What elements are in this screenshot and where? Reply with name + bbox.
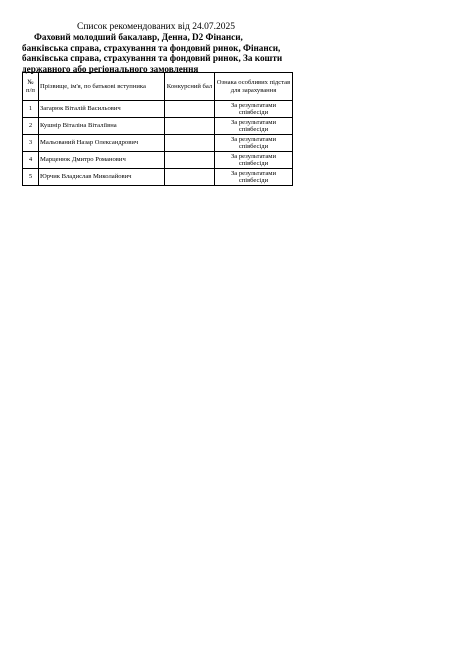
row-number: 1: [23, 101, 39, 118]
admission-basis: За результатами співбесіди: [215, 118, 293, 135]
header-number: № п/п: [23, 73, 39, 101]
applicant-name: Кушнір Віталіна Віталіївна: [39, 118, 165, 135]
table-row: [23, 135, 293, 152]
applicant-name: Загарюк Віталій Васильович: [39, 101, 165, 118]
header-score: Конкурсний бал: [165, 73, 215, 101]
header-name: Прізвище, ім'я, по батькові вступника: [39, 73, 165, 101]
table-row: [23, 169, 293, 186]
header-note: Ознака особливих підстав для зарахування: [215, 73, 293, 101]
competitive-score: [165, 135, 215, 152]
subtitle-line: державного або регіонального замовлення: [22, 64, 199, 75]
applicant-name: Марценюк Дмитро Романович: [39, 152, 165, 169]
page-title: Список рекомендованих від 24.07.2025: [77, 22, 235, 32]
row-number: 2: [23, 118, 39, 135]
table-header-row: [23, 73, 293, 101]
competitive-score: [165, 169, 215, 186]
row-number: 4: [23, 152, 39, 169]
row-number: 3: [23, 135, 39, 152]
subtitle-line: банківська справа, страхування та фондовий ринок, За кошти: [22, 53, 283, 64]
table-row: [23, 118, 293, 135]
subtitle-line: Фаховий молодший бакалавр, Денна, D2 Фінанси,: [34, 32, 243, 42]
page-subtitle: [22, 32, 290, 75]
admission-basis: За результатами співбесіди: [215, 101, 293, 118]
competitive-score: [165, 152, 215, 169]
subtitle-line: банківська справа, страхування та фондовий ринок, Фінанси,: [22, 42, 281, 53]
recommended-list-table: [22, 72, 293, 186]
competitive-score: [165, 118, 215, 135]
row-number: 5: [23, 169, 39, 186]
applicant-name: Юрчик Владислав Миколайович: [39, 169, 165, 186]
admission-basis: За результатами співбесіди: [215, 152, 293, 169]
applicant-name: Мальований Назар Олександрович: [39, 135, 165, 152]
admission-basis: За результатами співбесіди: [215, 169, 293, 186]
table-row: [23, 152, 293, 169]
admission-basis: За результатами співбесіди: [215, 135, 293, 152]
table-row: [23, 101, 293, 118]
competitive-score: [165, 101, 215, 118]
